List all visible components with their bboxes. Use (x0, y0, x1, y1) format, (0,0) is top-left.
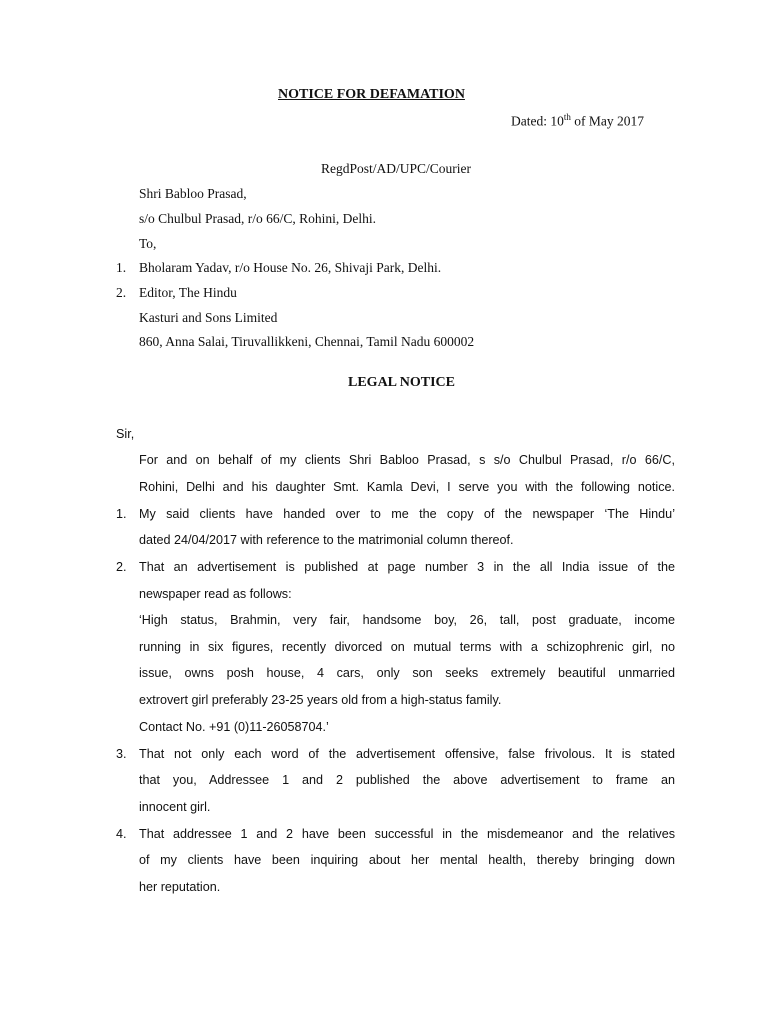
document-title: NOTICE FOR DEFAMATION (278, 87, 465, 102)
recipient-number: 1. (116, 260, 127, 275)
advertisement-contact: Contact No. +91 (0)11-26058704.’ (139, 720, 329, 734)
intro-line: For and on behalf of my clients Shri Babloo Prasad, s s/o Chulbul Prasad, r/o 66/C, (139, 453, 675, 467)
recipient-line: Kasturi and Sons Limited (139, 310, 278, 325)
point-number: 3. (116, 747, 127, 761)
recipient-number: 2. (116, 285, 127, 300)
advertisement-quote-line: running in six figures, recently divorced on mutual terms with a schizophrenic girl, no (139, 640, 675, 654)
point-line: her reputation. (139, 880, 221, 894)
advertisement-quote-line: extrovert girl preferably 23-25 years old from a high-status family. (139, 693, 502, 707)
point-line: That not only each word of the advertisement offensive, false frivolous. It is stated (139, 747, 675, 761)
date-ordinal: th (563, 112, 571, 122)
document-date (511, 112, 644, 130)
legal-notice-heading: LEGAL NOTICE (348, 375, 455, 390)
point-line: That addressee 1 and 2 have been successful in the misdemeanor and the relatives (139, 827, 675, 841)
point-line: dated 24/04/2017 with reference to the matrimonial column thereof. (139, 533, 514, 547)
point-line: innocent girl. (139, 800, 211, 814)
point-line: My said clients have handed over to me the copy of the newspaper ‘The Hindu’ (139, 507, 675, 521)
intro-line: Rohini, Delhi and his daughter Smt. Kamla Devi, I serve you with the following notice. (139, 480, 675, 494)
point-line: That an advertisement is published at page number 3 in the all India issue of the (139, 560, 675, 574)
to-label: To, (139, 236, 157, 251)
point-line: of my clients have been inquiring about her mental health, thereby bringing down (139, 853, 675, 867)
salutation: Sir, (116, 427, 135, 441)
recipient-line: Bholaram Yadav, r/o House No. 26, Shivaji Park, Delhi. (139, 260, 442, 275)
recipient-line: Editor, The Hindu (139, 285, 237, 300)
post-method-line: RegdPost/AD/UPC/Courier (321, 161, 472, 176)
point-line: that you, Addressee 1 and 2 published the above advertisement to frame an (139, 773, 675, 787)
recipient-line: 860, Anna Salai, Tiruvallikkeni, Chennai, Tamil Nadu 600002 (139, 334, 475, 349)
point-line: newspaper read as follows: (139, 587, 292, 601)
advertisement-quote-line: ‘High status, Brahmin, very fair, handsome boy, 26, tall, post graduate, income (139, 613, 675, 627)
point-number: 1. (116, 507, 127, 521)
point-number: 2. (116, 560, 127, 574)
date-prefix: Dated: 10 (511, 113, 564, 129)
sender-name: Shri Babloo Prasad, (139, 186, 247, 201)
point-number: 4. (116, 827, 127, 841)
date-suffix: of May 2017 (570, 113, 645, 129)
sender-address: s/o Chulbul Prasad, r/o 66/C, Rohini, Delhi. (139, 211, 377, 226)
advertisement-quote-line: issue, owns posh house, 4 cars, only son seeks extremely beautiful unmarried (139, 666, 675, 680)
